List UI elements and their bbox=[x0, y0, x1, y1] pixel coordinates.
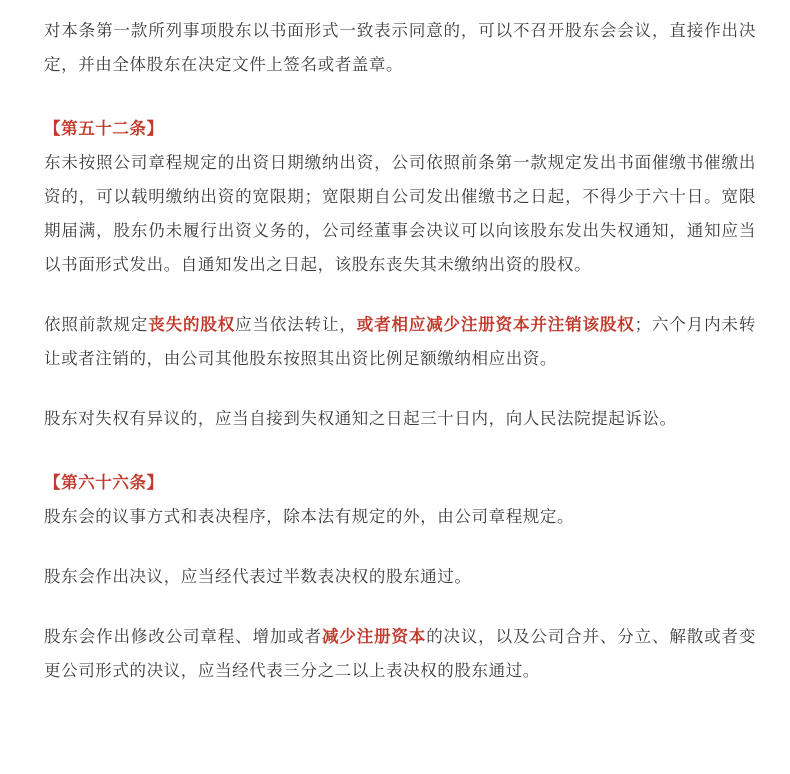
article-66-paragraph-1: 股东会的议事方式和表决程序，除本法有规定的外，由公司章程规定。 bbox=[44, 507, 575, 526]
article-52-heading: 【第五十二条】 bbox=[44, 119, 164, 138]
article-52-paragraph-2 bbox=[44, 308, 756, 376]
highlight-lost-equity: 丧失的股权 bbox=[148, 315, 236, 334]
article-66-paragraph-2: 股东会作出决议，应当经代表过半数表决权的股东通过。 bbox=[44, 567, 472, 586]
text-segment: 股东会作出修改公司章程、增加或者 bbox=[44, 627, 322, 646]
document-body bbox=[44, 14, 756, 688]
article-66-paragraph-3 bbox=[44, 620, 756, 688]
text-segment: ；六个月内未转让或者注销的，由公司其他股东按照其出资比例足额缴纳相应出资。 bbox=[44, 315, 756, 368]
paragraph-consent-clause: 对本条第一款所列事项股东以书面形式一致表示同意的，可以不召开股东会会议，直接作出决定，并由全体股东在决定文件上签名或者盖章。 bbox=[44, 21, 756, 74]
highlight-reduce-registered-capital: 减少注册资本 bbox=[321, 627, 427, 646]
text-segment: 依照前款规定 bbox=[44, 315, 149, 334]
article-66-heading: 【第六十六条】 bbox=[44, 473, 164, 492]
text-segment: 的决议，以及公司合并、分立、解散或者变更公司形式的决议，应当经代表三分之二以上表决权的股东通过。 bbox=[44, 627, 756, 680]
article-52-paragraph-1: 东未按照公司章程规定的出资日期缴纳出资，公司依照前条第一款规定发出书面催缴书催缴出资的，可以载明缴纳出资的宽限期；宽限期自公司发出催缴书之日起，不得少于六十日。宽限期届满，股东仍未履行出资义务的，公司经董事会决议可以向该股东发出失权通知，通知应当以书面形式发出。自通知发出之日起，该股东丧失其未缴纳出资的股权。 bbox=[44, 153, 756, 274]
article-52-paragraph-3: 股东对失权有异议的，应当自接到失权通知之日起三十日内，向人民法院提起诉讼。 bbox=[44, 409, 677, 428]
text-segment: 应当依法转让， bbox=[235, 315, 357, 334]
highlight-reduce-capital: 或者相应减少注册资本并注销该股权 bbox=[356, 315, 635, 334]
